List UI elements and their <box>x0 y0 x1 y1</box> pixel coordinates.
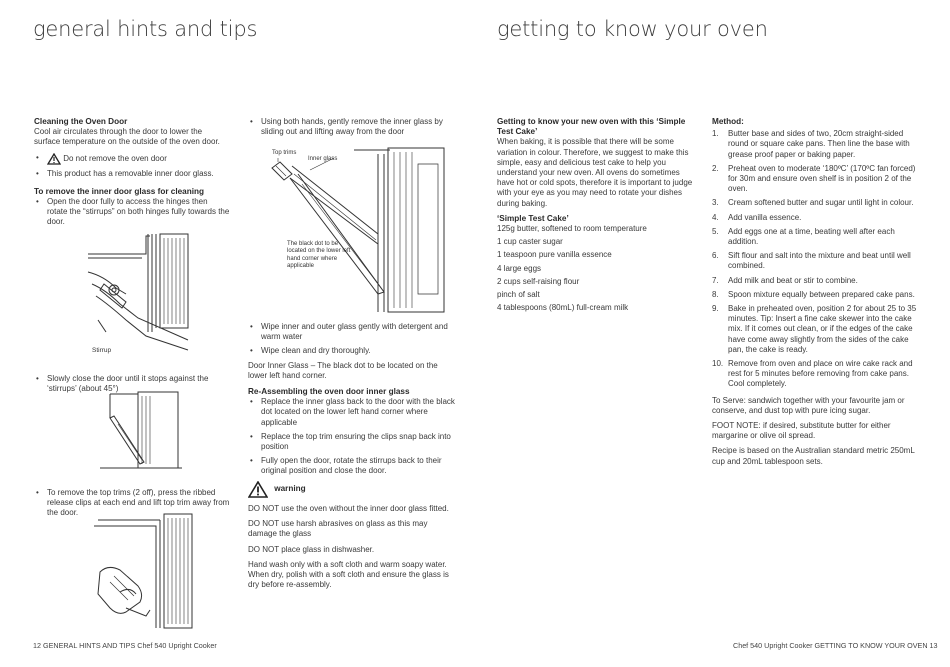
bullet-wipe-clean: • Wipe clean and dry thoroughly. <box>248 346 458 356</box>
foot-note: FOOT NOTE: if desired, substitute butter for either margarine or olive oil spread. <box>712 421 891 441</box>
bullet-replace-trim: • Replace the top trim ensuring the clips snap back into position <box>248 432 458 452</box>
ingredient-item: 4 tablespoons (80mL) full-cream milk <box>497 303 629 313</box>
recipe-heading: ‘Simple Test Cake’ <box>497 213 569 223</box>
warning-2: DO NOT use harsh abrasives on glass as this may damage the glass <box>248 519 428 539</box>
ingredients-list <box>497 224 699 313</box>
cleaning-heading: Cleaning the Oven Door <box>34 117 128 126</box>
test-cake-heading: Getting to know your new oven with this ‘Simple Test Cake’ <box>497 117 686 137</box>
right-page-title: getting to know your oven <box>497 17 768 41</box>
warning-section <box>248 481 458 595</box>
bullet-top-trims: • To remove the top trims (2 off), press the ribbed release clips at each end and lift top trim away from the door. <box>34 488 234 519</box>
step-text: Add milk and beat or stir to combine. <box>728 275 858 285</box>
ingredient-item: 1 teaspoon pure vanilla essence <box>497 250 612 260</box>
step-text: Add eggs one at a time, beating well after each addition. <box>728 226 895 247</box>
warning-icon <box>47 153 61 165</box>
left-col-2-main <box>248 322 458 481</box>
step-number: 3. <box>712 198 719 208</box>
bullet-wipe-inner: • Wipe inner and outer glass gently with detergent and warm water <box>248 322 458 342</box>
bullet-open-door: • Open the door fully to access the hinges then rotate the “stirrups” on both hinges fully towards the door. <box>34 197 230 228</box>
ingredient-item: pinch of salt <box>497 290 540 300</box>
to-serve: To Serve: sandwich together with your favourite jam or conserve, and dust top with pure icing sugar. <box>712 395 905 415</box>
step-number: 7. <box>712 275 719 285</box>
left-col-2-top <box>248 117 454 141</box>
bullet-no-remove: • Do not remove the oven door <box>34 153 230 165</box>
stirrup-label: Stirrup <box>92 347 112 354</box>
method-step <box>712 198 918 208</box>
warning-1: DO NOT use the oven without the inner door glass fitted. <box>248 504 449 513</box>
bullet-replace-glass: • Replace the inner glass back to the door with the black dot located on the lower left hand corner where applicable <box>248 397 458 428</box>
method-step <box>712 251 918 271</box>
right-footer: Chef 540 Upright Cooker GETTING TO KNOW YOUR OVEN 13 <box>733 641 938 650</box>
ingredient-item: 4 large eggs <box>497 263 542 273</box>
step-number: 4. <box>712 212 719 222</box>
top-trim-illustration <box>90 512 196 630</box>
step-text: Cream softened butter and sugar until light in colour. <box>728 198 914 208</box>
step-text: Remove from oven and place on wire cake rack and rest for 5 minutes before removing from cake pans. Cool completely. <box>728 359 913 389</box>
step-text: Preheat oven to moderate ‘180ºC’ (170ºC fan forced) for 30m and ensure oven shelf is in position 2 of the oven. <box>728 163 916 194</box>
method-step <box>712 129 918 160</box>
door-inner-glass-note: Door Inner Glass – The black dot to be located on the lower left hand corner. <box>248 360 438 380</box>
step-number: 10. <box>712 359 724 369</box>
hinge-stirrup-illustration <box>86 232 192 356</box>
warning-icon-large <box>248 481 268 498</box>
method-step <box>712 227 918 247</box>
door-45-illustration <box>98 388 184 472</box>
left-footer: 12 GENERAL HINTS AND TIPS Chef 540 Upright Cooker <box>33 641 217 650</box>
ingredient-item: 1 cup caster sugar <box>497 237 563 247</box>
warning-heading: warning <box>274 484 306 494</box>
label-inner-glass: Inner glass <box>308 156 338 162</box>
method-step <box>712 304 918 355</box>
label-black-dot: The black dot to be located on the lower left hand corner where applicable <box>287 241 351 270</box>
warning-3: DO NOT place glass in dishwasher. <box>248 544 375 554</box>
recipe-note: Recipe is based on the Australian standard metric 250mL cup and 20mL tablespoon sets. <box>712 446 915 466</box>
bullet-removable: • This product has a removable inner door glass. <box>34 169 230 179</box>
warning-4: Hand wash only with a soft cloth and warm soapy water. When dry, polish with a soft cloth and ensure the glass is dry before re-assembly. <box>248 559 449 590</box>
ingredient-item: 2 cups self-raising flour <box>497 276 580 286</box>
inner-glass-illustration <box>270 144 450 314</box>
method-heading: Method: <box>712 117 744 126</box>
step-number: 1. <box>712 129 719 139</box>
step-number: 8. <box>712 289 719 299</box>
step-text: Spoon mixture equally between prepared cake pans. <box>728 289 915 299</box>
left-col-1 <box>34 117 230 232</box>
step-number: 2. <box>712 163 719 173</box>
step-number: 6. <box>712 251 719 261</box>
test-cake-intro: When baking, it is possible that there will be some variation in colour. Therefore, we suggest to make this simple, easy and delicious test cake to help you understand your new oven. All ovens do sometimes have hot or cold spots, therefore it is important to judge with your eye as you may need to rotate your dishes during baking. <box>497 137 693 208</box>
step-number: 5. <box>712 226 719 236</box>
method-step <box>712 359 918 390</box>
label-top-trims: Top trims <box>272 150 297 156</box>
step-number: 9. <box>712 304 719 314</box>
ingredient-item: 125g butter, softened to room temperature <box>497 224 647 234</box>
step-text: Butter base and sides of two, 20cm straight-sided round or square cake pans. Then line the base with grease proof paper or baking paper. <box>728 129 910 159</box>
step-text: Sift flour and salt into the mixture and beat until well combined. <box>728 251 911 271</box>
right-col-1 <box>497 117 699 316</box>
step-text: Add vanilla essence. <box>728 212 802 222</box>
method-step <box>712 164 918 195</box>
remove-heading: To remove the inner door glass for cleaning <box>34 186 204 196</box>
method-steps <box>712 129 918 389</box>
step-text: Bake in preheated oven, position 2 for about 25 to 35 minutes. Tip: Insert a fine cake skewer into the cake mix. If it comes out clean, or if the edges of the cake have come away slightly from the sides of the cake pan, the cake is ready. <box>728 304 917 354</box>
bullet-both-hands: • Using both hands, gently remove the inner glass by sliding out and lifting away from the door <box>248 117 454 137</box>
method-step <box>712 290 918 300</box>
bullet-slowly-close: • Slowly close the door until it stops against the ‘stirrups’ (about 45°) <box>34 374 230 394</box>
left-page-title: general hints and tips <box>33 17 258 41</box>
method-step <box>712 213 918 223</box>
method-step <box>712 276 918 286</box>
bullet-fully-open: • Fully open the door, rotate the stirrups back to their original position and close the door. <box>248 456 458 476</box>
right-col-2 <box>712 117 918 472</box>
cleaning-text: Cool air circulates through the door to lower the surface temperature on the outside of the oven door. <box>34 127 220 147</box>
reassembling-heading: Re-Assembling the oven door inner glass <box>248 387 410 397</box>
